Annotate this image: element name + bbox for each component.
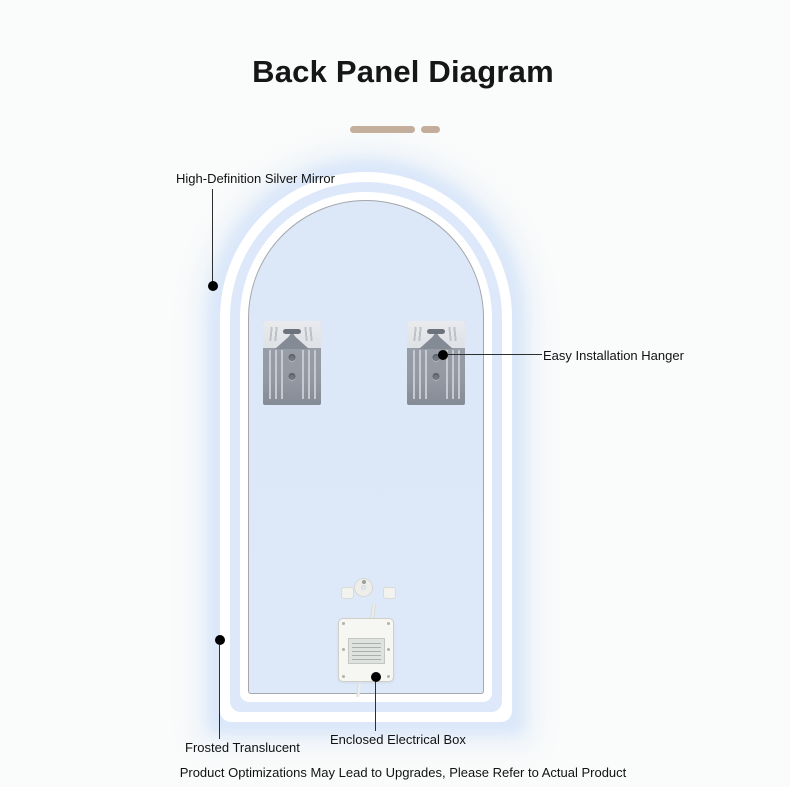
hanger-slots	[413, 350, 427, 399]
footer-disclaimer: Product Optimizations May Lead to Upgrades, Please Refer to Actual Product	[179, 765, 627, 780]
callout-label-silver-mirror: High-Definition Silver Mirror	[176, 171, 335, 186]
box-label-sticker	[348, 638, 385, 664]
hanger-screw-hole	[433, 373, 440, 380]
accent-bars	[350, 126, 440, 133]
box-screw	[342, 648, 345, 651]
box-screw	[387, 675, 390, 678]
hanger-screw-hole	[289, 373, 296, 380]
hanger-slots	[269, 350, 283, 399]
callout-line-hanger	[448, 354, 542, 355]
callout-line-electrical-box	[375, 682, 376, 731]
mirror-back-panel	[248, 200, 484, 694]
callout-dot-silver-mirror	[208, 281, 218, 291]
callout-label-hanger: Easy Installation Hanger	[543, 348, 684, 363]
callout-label-electrical-box: Enclosed Electrical Box	[330, 732, 466, 747]
callout-dot-electrical-box	[371, 672, 381, 682]
hanger-right	[407, 321, 465, 405]
callout-line-frosted	[219, 645, 220, 739]
hanger-slots	[446, 350, 460, 399]
callout-dot-frosted	[215, 635, 225, 645]
cable-connector-right	[383, 587, 396, 599]
power-cable-coil	[355, 579, 372, 596]
keyhole-bar	[427, 329, 445, 334]
accent-bar-short	[421, 126, 440, 133]
cable-clip	[362, 580, 366, 584]
cable-connector-left	[341, 587, 354, 599]
box-screw	[342, 675, 345, 678]
box-screw	[342, 622, 345, 625]
hanger-screw-hole	[289, 354, 296, 361]
box-screw	[387, 648, 390, 651]
hanger-slot-marks	[413, 327, 423, 341]
box-screw	[387, 622, 390, 625]
callout-line-silver-mirror	[212, 189, 213, 282]
accent-bar-long	[350, 126, 415, 133]
keyhole-bar	[283, 329, 301, 334]
hanger-slots	[302, 350, 316, 399]
hanger-slot-marks	[448, 327, 458, 341]
electrical-box	[338, 618, 394, 682]
callout-label-frosted: Frosted Translucent	[185, 740, 300, 755]
hanger-left	[263, 321, 321, 405]
hanger-slot-marks	[304, 327, 314, 341]
callout-dot-hanger	[438, 350, 448, 360]
page-title: Back Panel Diagram	[252, 54, 554, 89]
hanger-slot-marks	[269, 327, 279, 341]
